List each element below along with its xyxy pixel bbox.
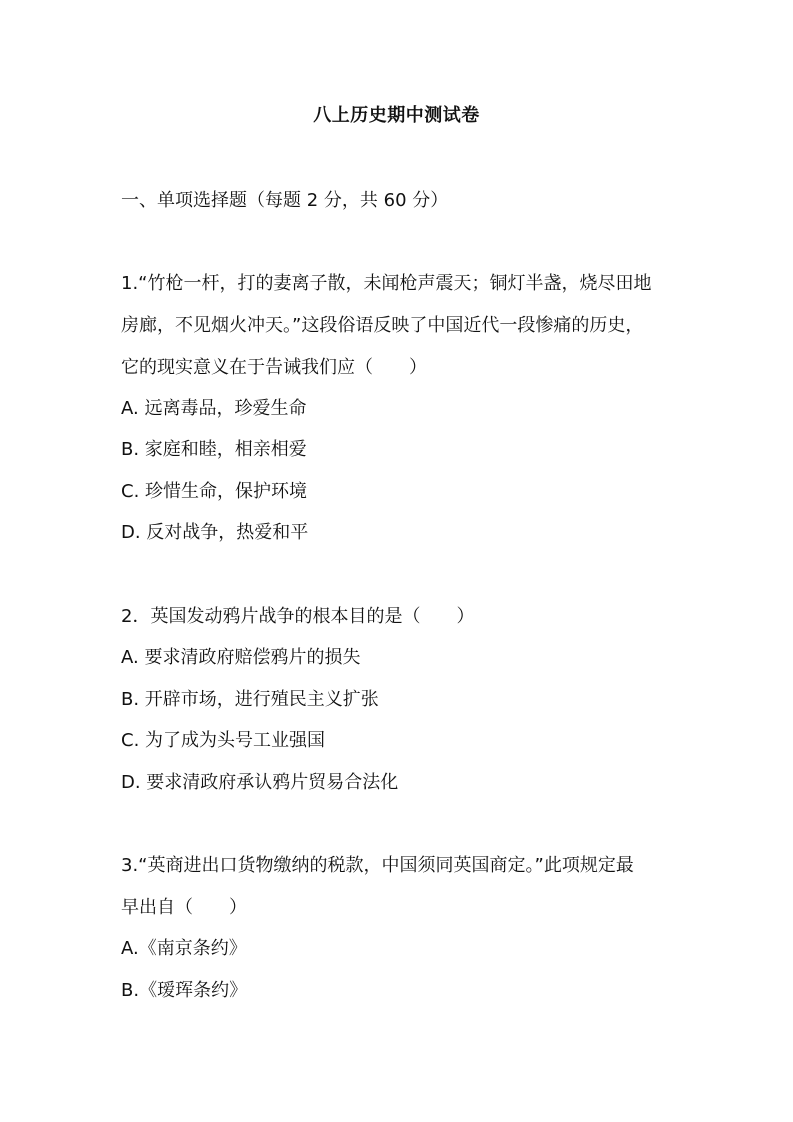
question-3-option-a: A.《南京条约》 bbox=[121, 938, 247, 959]
exam-title: 八上历史期中测试卷 bbox=[313, 105, 480, 126]
question-1-option-d: D. 反对战争，热爱和平 bbox=[121, 522, 309, 543]
question-1-option-c: C. 珍惜生命，保护环境 bbox=[121, 481, 308, 502]
question-2-option-d: D. 要求清政府承认鸦片贸易合法化 bbox=[121, 772, 399, 793]
question-1-option-b: B. 家庭和睦，相亲相爱 bbox=[121, 439, 307, 460]
question-3-stem-line-2: 早出自（ ） bbox=[121, 897, 247, 918]
question-2-option-b: B. 开辟市场，进行殖民主义扩张 bbox=[121, 689, 379, 710]
question-3-stem-line-1: 3.“英商进出口货物缴纳的税款，中国须同英国商定。”此项规定最 bbox=[121, 855, 634, 876]
question-2-option-a: A. 要求清政府赔偿鸦片的损失 bbox=[121, 647, 361, 668]
question-1-option-a: A. 远离毒品，珍爱生命 bbox=[121, 398, 307, 419]
question-1-stem-line-3: 它的现实意义在于告诫我们应（ ） bbox=[121, 357, 427, 378]
question-1-stem-line-2: 房廊，不见烟火冲天。”这段俗语反映了中国近代一段惨痛的历史， bbox=[121, 315, 644, 336]
question-2-option-c: C. 为了成为头号工业强国 bbox=[121, 730, 326, 751]
question-2-stem-line-1: 2．英国发动鸦片战争的根本目的是（ ） bbox=[121, 606, 475, 627]
section-heading: 一、单项选择题（每题 2 分，共 60 分） bbox=[121, 190, 449, 211]
question-3-option-b: B.《瑷珲条约》 bbox=[121, 980, 248, 1001]
question-1-stem-line-1: 1.“竹枪一杆，打的妻离子散，未闻枪声震天；铜灯半盏，烧尽田地 bbox=[121, 273, 652, 294]
